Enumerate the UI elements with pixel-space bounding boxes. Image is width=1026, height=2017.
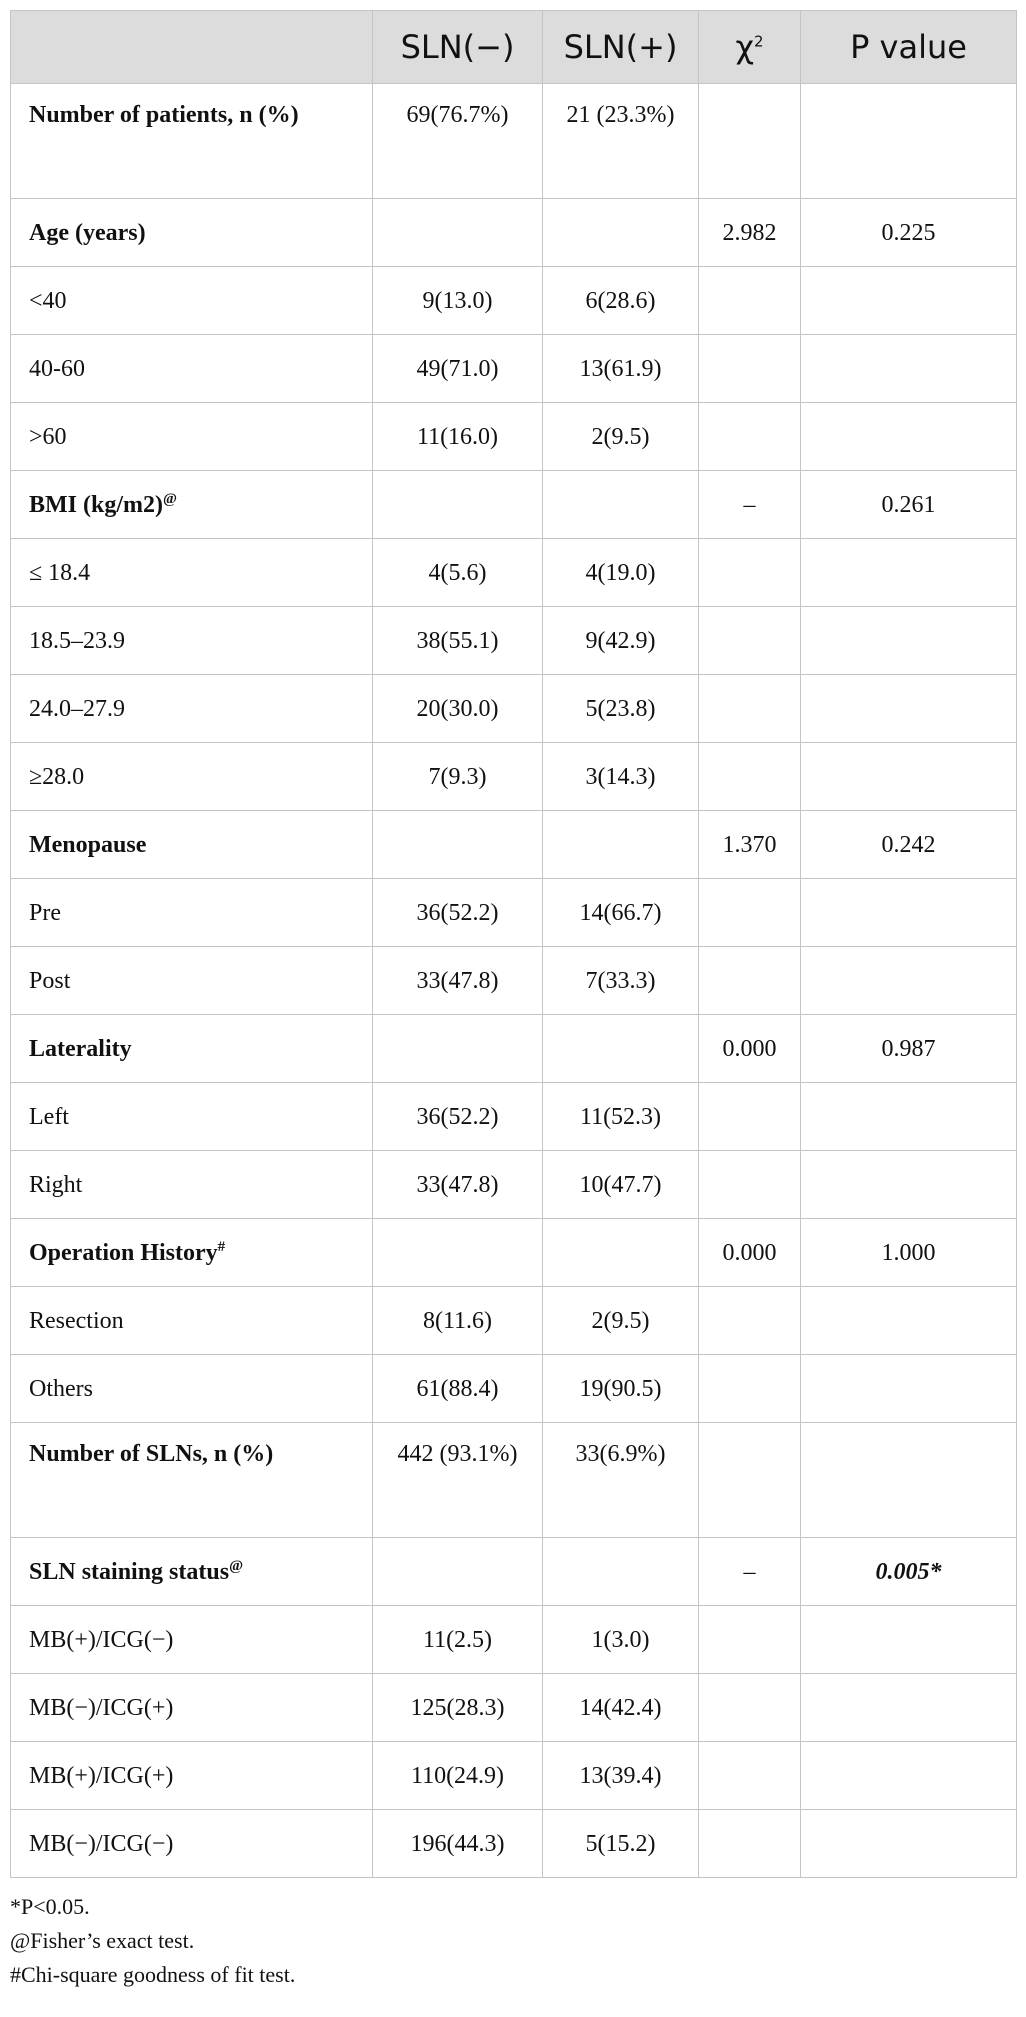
row-label-text: Number of patients, n (%) xyxy=(29,102,299,128)
p-value-cell xyxy=(801,1015,1017,1083)
table-row xyxy=(11,743,1017,811)
table-row xyxy=(11,811,1017,879)
chi-square-cell: – xyxy=(699,1538,801,1606)
row-label-text: Left xyxy=(29,1103,69,1130)
footnote: @Fisher’s exact test. xyxy=(10,1928,195,1953)
table-row xyxy=(11,267,1017,335)
footnote: #Chi-square goodness of fit test. xyxy=(10,1962,296,1987)
header-chi-square xyxy=(699,11,801,84)
p-value-cell xyxy=(801,1355,1017,1423)
sln-pos-cell: 6(28.6) xyxy=(543,267,699,335)
chi-square-cell xyxy=(699,539,801,607)
sln-neg-cell: 442 (93.1%) xyxy=(373,1423,543,1538)
sln-neg-cell: 125(28.3) xyxy=(373,1674,543,1742)
table-row xyxy=(11,539,1017,607)
sln-neg-cell: 69(76.7%) xyxy=(373,84,543,199)
p-value-text: 1.000 xyxy=(881,1239,936,1266)
chi-square-cell xyxy=(699,335,801,403)
p-value-cell xyxy=(801,811,1017,879)
row-label xyxy=(11,1083,373,1151)
row-label xyxy=(11,879,373,947)
row-label-text: Right xyxy=(29,1171,83,1198)
row-label-text: <40 xyxy=(29,287,67,314)
chi-square-cell: 0.000 xyxy=(699,1015,801,1083)
table-row xyxy=(11,1423,1017,1538)
table-row xyxy=(11,84,1017,199)
sln-pos-cell: 2(9.5) xyxy=(543,403,699,471)
row-label-superscript: # xyxy=(217,1238,226,1255)
row-label xyxy=(11,1151,373,1219)
table-row xyxy=(11,1355,1017,1423)
chi-square-cell xyxy=(699,1423,801,1538)
p-value-cell xyxy=(801,743,1017,811)
sln-pos-cell: 2(9.5) xyxy=(543,1287,699,1355)
p-value-cell xyxy=(801,1674,1017,1742)
row-label-text: 18.5–23.9 xyxy=(29,627,125,654)
row-label-text: Pre xyxy=(29,899,61,926)
sln-pos-cell: 13(39.4) xyxy=(543,1742,699,1810)
row-label xyxy=(11,1606,373,1674)
chi-square-cell xyxy=(699,675,801,743)
sln-pos-cell: 13(61.9) xyxy=(543,335,699,403)
sln-pos-cell: 14(42.4) xyxy=(543,1674,699,1742)
sln-pos-cell xyxy=(543,1219,699,1287)
row-label xyxy=(11,1219,373,1287)
row-label xyxy=(11,1355,373,1423)
row-label-text: Others xyxy=(29,1375,93,1402)
p-value-cell xyxy=(801,1083,1017,1151)
row-label-text: 40-60 xyxy=(29,355,85,382)
chi-square-cell xyxy=(699,1355,801,1423)
row-label-text: Operation History xyxy=(29,1239,218,1266)
sln-pos-cell: 7(33.3) xyxy=(543,947,699,1015)
row-label-text: ≥28.0 xyxy=(29,763,85,790)
sln-neg-cell: 36(52.2) xyxy=(373,1083,543,1151)
header-sln-neg: SLN(−) xyxy=(373,11,543,84)
table-row xyxy=(11,1083,1017,1151)
table-body xyxy=(11,84,1017,1878)
row-label xyxy=(11,1538,373,1606)
chi-square-cell xyxy=(699,403,801,471)
row-label-superscript: @ xyxy=(163,490,177,507)
table-row xyxy=(11,1219,1017,1287)
p-value-cell xyxy=(801,471,1017,539)
row-label xyxy=(11,539,373,607)
row-label xyxy=(11,1287,373,1355)
chi-square-cell: 1.370 xyxy=(699,811,801,879)
row-label-text: >60 xyxy=(29,423,67,450)
table-row xyxy=(11,1538,1017,1606)
sln-pos-cell: 10(47.7) xyxy=(543,1151,699,1219)
sln-pos-cell: 9(42.9) xyxy=(543,607,699,675)
footnote: *P<0.05. xyxy=(10,1894,90,1919)
p-value-cell xyxy=(801,267,1017,335)
table-row xyxy=(11,947,1017,1015)
p-value-text: 0.261 xyxy=(881,491,936,518)
table-row xyxy=(11,1287,1017,1355)
row-label-text: MB(−)/ICG(+) xyxy=(29,1694,174,1721)
p-value-cell xyxy=(801,199,1017,267)
table-row xyxy=(11,1606,1017,1674)
row-label xyxy=(11,947,373,1015)
row-label-text: SLN staining status xyxy=(29,1558,230,1585)
chi-square-cell: – xyxy=(699,471,801,539)
sln-neg-cell xyxy=(373,1538,543,1606)
sln-neg-cell: 11(2.5) xyxy=(373,1606,543,1674)
p-value-text: 0.987 xyxy=(881,1035,936,1062)
chi-square-cell xyxy=(699,1606,801,1674)
sln-pos-cell: 21 (23.3%) xyxy=(543,84,699,199)
sln-neg-cell: 196(44.3) xyxy=(373,1810,543,1878)
sln-pos-cell: 33(6.9%) xyxy=(543,1423,699,1538)
p-value-text: 0.005* xyxy=(875,1558,942,1585)
row-label xyxy=(11,811,373,879)
row-label-text: ≤ 18.4 xyxy=(29,559,91,586)
chi-square-cell xyxy=(699,84,801,199)
table-row xyxy=(11,1674,1017,1742)
p-value-cell xyxy=(801,1423,1017,1538)
sln-neg-cell xyxy=(373,1219,543,1287)
sln-neg-cell xyxy=(373,811,543,879)
chi-square-cell xyxy=(699,1151,801,1219)
sln-neg-cell: 110(24.9) xyxy=(373,1742,543,1810)
sln-pos-cell xyxy=(543,1015,699,1083)
sln-neg-cell: 8(11.6) xyxy=(373,1287,543,1355)
row-label xyxy=(11,267,373,335)
row-label-text: Post xyxy=(29,967,71,994)
p-value-text: 0.225 xyxy=(881,219,936,246)
table-row xyxy=(11,1810,1017,1878)
table-container xyxy=(10,10,1016,1992)
p-value-cell xyxy=(801,947,1017,1015)
table-row xyxy=(11,879,1017,947)
sln-pos-cell xyxy=(543,1538,699,1606)
row-label-text: Number of SLNs, n (%) xyxy=(29,1441,274,1467)
row-label xyxy=(11,471,373,539)
row-label-text: Age (years) xyxy=(29,219,146,246)
sln-pos-cell xyxy=(543,471,699,539)
sln-neg-cell: 61(88.4) xyxy=(373,1355,543,1423)
table-row xyxy=(11,1151,1017,1219)
p-value-cell xyxy=(801,1810,1017,1878)
header-label xyxy=(11,11,373,84)
sln-pos-cell: 14(66.7) xyxy=(543,879,699,947)
sln-neg-cell: 33(47.8) xyxy=(373,947,543,1015)
sln-pos-cell: 1(3.0) xyxy=(543,1606,699,1674)
row-label-text: Menopause xyxy=(29,831,147,858)
row-label xyxy=(11,1423,373,1538)
row-label xyxy=(11,1674,373,1742)
row-label xyxy=(11,84,373,199)
sln-neg-cell: 33(47.8) xyxy=(373,1151,543,1219)
sln-neg-cell: 9(13.0) xyxy=(373,267,543,335)
row-label-text: BMI (kg/m2) xyxy=(29,491,163,518)
chi-square-cell xyxy=(699,947,801,1015)
header-row xyxy=(11,11,1017,84)
sln-neg-cell: 20(30.0) xyxy=(373,675,543,743)
chi-symbol: χ xyxy=(735,28,754,66)
p-value-text: 0.242 xyxy=(881,831,936,858)
row-label-text: MB(+)/ICG(−) xyxy=(29,1626,174,1653)
table-row xyxy=(11,675,1017,743)
chi-square-cell xyxy=(699,1742,801,1810)
chi-square-cell xyxy=(699,1674,801,1742)
row-label xyxy=(11,1015,373,1083)
row-label-text: MB(+)/ICG(+) xyxy=(29,1762,174,1789)
table-row xyxy=(11,199,1017,267)
row-label xyxy=(11,1810,373,1878)
p-value-cell xyxy=(801,84,1017,199)
sln-pos-cell: 19(90.5) xyxy=(543,1355,699,1423)
sln-neg-cell: 4(5.6) xyxy=(373,539,543,607)
table-row xyxy=(11,471,1017,539)
p-value-cell xyxy=(801,675,1017,743)
p-value-cell xyxy=(801,879,1017,947)
sln-neg-cell: 11(16.0) xyxy=(373,403,543,471)
sln-pos-cell: 3(14.3) xyxy=(543,743,699,811)
chi-square-cell xyxy=(699,1287,801,1355)
row-label xyxy=(11,1742,373,1810)
table-row xyxy=(11,403,1017,471)
p-value-cell xyxy=(801,1151,1017,1219)
sln-neg-cell xyxy=(373,471,543,539)
sln-neg-cell: 36(52.2) xyxy=(373,879,543,947)
sln-pos-cell: 5(23.8) xyxy=(543,675,699,743)
sln-neg-cell: 49(71.0) xyxy=(373,335,543,403)
row-label xyxy=(11,335,373,403)
row-label-text: MB(−)/ICG(−) xyxy=(29,1830,174,1857)
chi-square-cell: 2.982 xyxy=(699,199,801,267)
header-p-value: P value xyxy=(801,11,1017,84)
row-label xyxy=(11,607,373,675)
sln-pos-cell: 4(19.0) xyxy=(543,539,699,607)
p-value-cell xyxy=(801,539,1017,607)
data-table xyxy=(10,10,1017,1878)
chi-square-cell xyxy=(699,607,801,675)
footnotes xyxy=(10,1890,1016,1992)
p-value-cell xyxy=(801,335,1017,403)
sln-neg-cell: 38(55.1) xyxy=(373,607,543,675)
chi-square-cell: 0.000 xyxy=(699,1219,801,1287)
row-label xyxy=(11,743,373,811)
row-label-superscript: @ xyxy=(229,1557,244,1574)
p-value-cell xyxy=(801,1538,1017,1606)
sln-neg-cell xyxy=(373,1015,543,1083)
row-label xyxy=(11,675,373,743)
chi-square-cell xyxy=(699,743,801,811)
sln-pos-cell xyxy=(543,199,699,267)
row-label-text: Laterality xyxy=(29,1035,132,1062)
p-value-cell xyxy=(801,1742,1017,1810)
row-label-text: 24.0–27.9 xyxy=(29,695,125,722)
sln-neg-cell xyxy=(373,199,543,267)
p-value-cell xyxy=(801,1219,1017,1287)
chi-square-cell xyxy=(699,1083,801,1151)
chi-square-cell xyxy=(699,879,801,947)
table-row xyxy=(11,607,1017,675)
sln-pos-cell: 11(52.3) xyxy=(543,1083,699,1151)
table-row xyxy=(11,335,1017,403)
p-value-cell xyxy=(801,1606,1017,1674)
table-row xyxy=(11,1015,1017,1083)
chi-superscript: 2 xyxy=(753,32,764,51)
row-label-text: Resection xyxy=(29,1307,124,1334)
row-label xyxy=(11,403,373,471)
sln-pos-cell xyxy=(543,811,699,879)
chi-square-cell xyxy=(699,1810,801,1878)
chi-square-cell xyxy=(699,267,801,335)
row-label xyxy=(11,199,373,267)
sln-neg-cell: 7(9.3) xyxy=(373,743,543,811)
table-row xyxy=(11,1742,1017,1810)
p-value-cell xyxy=(801,403,1017,471)
header-sln-pos: SLN(+) xyxy=(543,11,699,84)
sln-pos-cell: 5(15.2) xyxy=(543,1810,699,1878)
p-value-cell xyxy=(801,607,1017,675)
p-value-cell xyxy=(801,1287,1017,1355)
